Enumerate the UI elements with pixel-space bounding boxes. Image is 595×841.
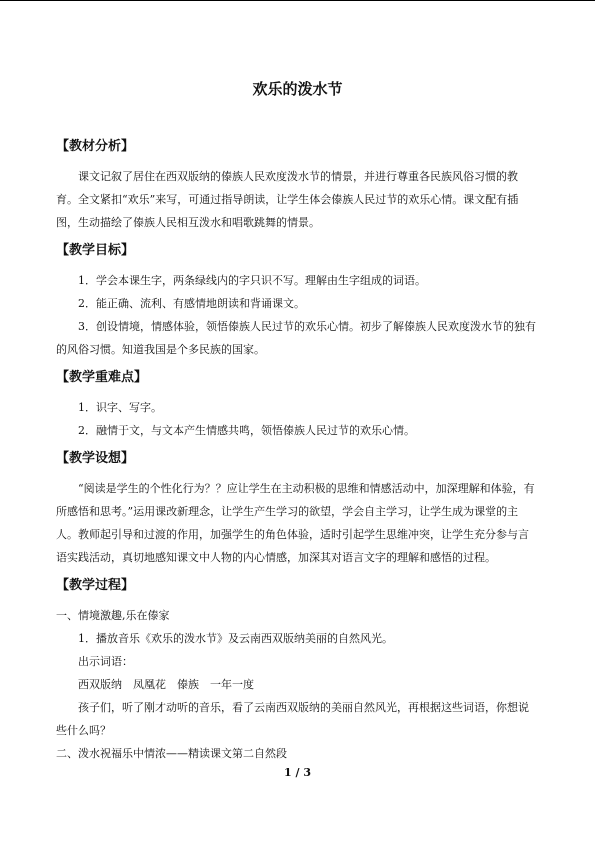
key-item: 1．识字、写字。 — [78, 401, 162, 414]
process-item: 1．播放音乐《欢乐的泼水节》及云南西双版纳美丽的自然风光。 — [78, 632, 393, 645]
section-heading: 【教材分析】 — [56, 139, 135, 154]
section-key-difficulties — [56, 369, 539, 442]
goal-item: 3．创设情境，情感体验，领悟傣族人民过节的欢乐心情。初步了解傣族人民欢度泼水节的独有的风俗习惯。知道我国是个多民族的国家。 — [56, 320, 536, 356]
show-words-label: 出示词语： — [78, 655, 133, 668]
section-teaching-idea — [56, 450, 539, 569]
process-step: 一、情境激趣,乐在傣家 — [56, 609, 170, 622]
section-teaching-goals — [56, 242, 539, 361]
top-rule — [0, 0, 595, 1]
question-paragraph: 孩子们，听了刚才动听的音乐，看了云南西双版纳的美丽自然风光，再根据这些词语，你想说些什么吗？ — [56, 701, 529, 737]
word-list: 西双版纳 凤凰花 傣族 一年一度 — [78, 678, 254, 691]
document-body — [56, 78, 539, 773]
goal-item: 2．能正确、流利、有感情地朗读和背诵课文。 — [78, 297, 305, 310]
section-heading: 【教学重难点】 — [56, 370, 148, 385]
section-heading: 【教学设想】 — [56, 451, 135, 466]
paragraph: 课文记叙了居住在西双版纳的傣族人民欢度泼水节的情景，并进行尊重各民族风俗习惯的教育。全文紧扣“欢乐”来写，可通过指导朗读，让学生体会傣族人民过节的欢乐心情。课文配有插图，生动描绘了傣族人民相互泼水和唱歌跳舞的情景。 — [56, 170, 519, 229]
key-item: 2．融情于文，与文本产生情感共鸣，领悟傣族人民过节的欢乐心情。 — [78, 424, 415, 437]
document-title: 欢乐的泼水节 — [252, 80, 343, 98]
section-teaching-process — [56, 577, 539, 765]
section-heading: 【教学过程】 — [56, 578, 135, 593]
page-number: 1 / 3 — [284, 766, 311, 779]
goal-item: 1．学会本课生字，两条绿线内的字只识不写。理解由生字组成的词语。 — [78, 274, 426, 287]
process-step: 二、泼水祝福乐中情浓——精读课文第二自然段 — [56, 747, 287, 760]
section-textbook-analysis — [56, 138, 539, 234]
paragraph: “阅读是学生的个性化行为？？应让学生在主动积极的思维和情感活动中，加深理解和体验，有所感悟和思考。”运用课改新理念，让学生产生学习的欲望，学会自主学习，让学生成为课堂的主人。教师起引导和过渡的作用，加强学生的角色体验，适时引起学生思维冲突，让学生充分参与言语实践活动，真切地感知课文中人物的内心情感，加深其对语言文字的理解和感悟的过程。 — [56, 482, 535, 564]
section-heading: 【教学目标】 — [56, 243, 135, 258]
